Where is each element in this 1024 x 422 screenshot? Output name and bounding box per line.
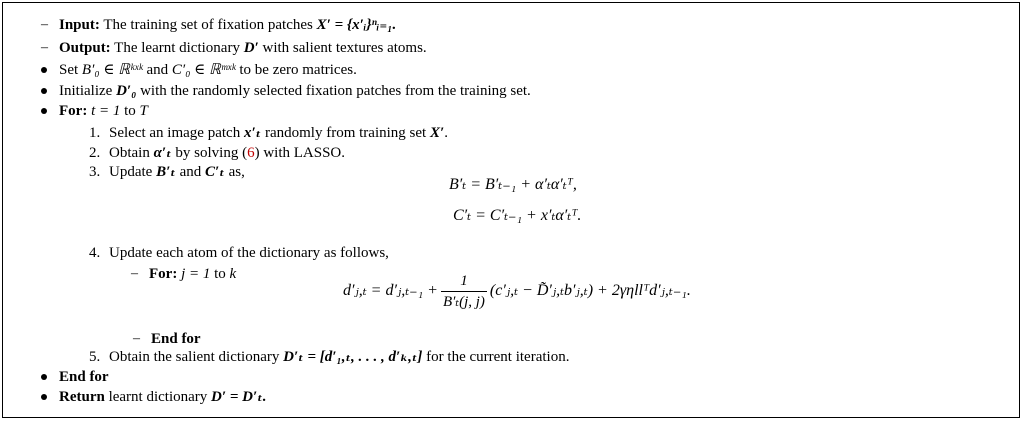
fraction: $\frac{1}{\text{B′ₜ(j, j)}}$ [442,273,485,310]
step-number: 3. [89,164,101,180]
step-5-line: Obtain the salient dictionary D′ₜ = [d′₁,ₜ, . . . , d′ₖ,ₜ] for the current iteration. [109,349,570,365]
bullet-marker [41,88,47,94]
equation-b-update: B′ₜ = B′ₜ₋₁ + α′ₜα′ₜᵀ, [449,176,577,193]
set-line: Set B′₀ ∈ ℝᵏˣᵏ and C′₀ ∈ ℝᵐˣᵏ to be zero matrices. [59,62,357,78]
for-line: For: t = 1 to T [59,103,148,119]
output-line: Output: The learnt dictionary D′ with salient textures atoms. [59,40,427,56]
step-4-line: Update each atom of the dictionary as follows, [109,245,389,261]
step-number: 4. [89,245,101,261]
equation-d-update: d′ⱼ,ₜ = d′ⱼ,ₜ₋₁ + $\frac{1}{\text{B′ₜ(j, j)}}$ (c′ⱼ,ₜ − D̃′ⱼ,ₜb′ⱼ,ₜ) + 2γηllᵀd′ⱼ,ₜ₋₁. [343,273,691,310]
inner-for-line: For: j = 1 to k [149,266,237,282]
step-number: 2. [89,145,101,161]
bullet-marker [41,67,47,73]
bullet-marker [41,394,47,400]
dash-marker: – [41,17,48,32]
step-2-line: Obtain α′ₜ by solving (6) with LASSO. [109,145,346,161]
step-1-line: Select an image patch x′ₜ randomly from training set X′. [109,125,448,141]
citation-link[interactable]: 6 [247,145,255,161]
dash-marker: – [133,331,140,346]
algorithm-box [2,2,1020,418]
dash-marker: – [131,266,138,281]
equation-c-update: C′ₜ = C′ₜ₋₁ + x′ₜα′ₜᵀ. [453,207,582,224]
return-line: Return learnt dictionary D′ = D′ₜ. [59,389,267,405]
end-for-line: End for [59,369,109,385]
dash-marker: – [41,40,48,55]
input-line: Input: The training set of fixation patches X′ = {x′ᵢ}ⁿᵢ₌₁. [59,17,397,33]
bullet-marker [41,374,47,380]
inner-end-for-line: End for [151,331,201,347]
bullet-marker [41,108,47,114]
step-number: 5. [89,349,101,365]
step-number: 1. [89,125,101,141]
initialize-line: Initialize D′₀ with the randomly selected fixation patches from the training set. [59,83,531,99]
step-3-line: Update B′ₜ and C′ₜ as, [109,164,245,180]
